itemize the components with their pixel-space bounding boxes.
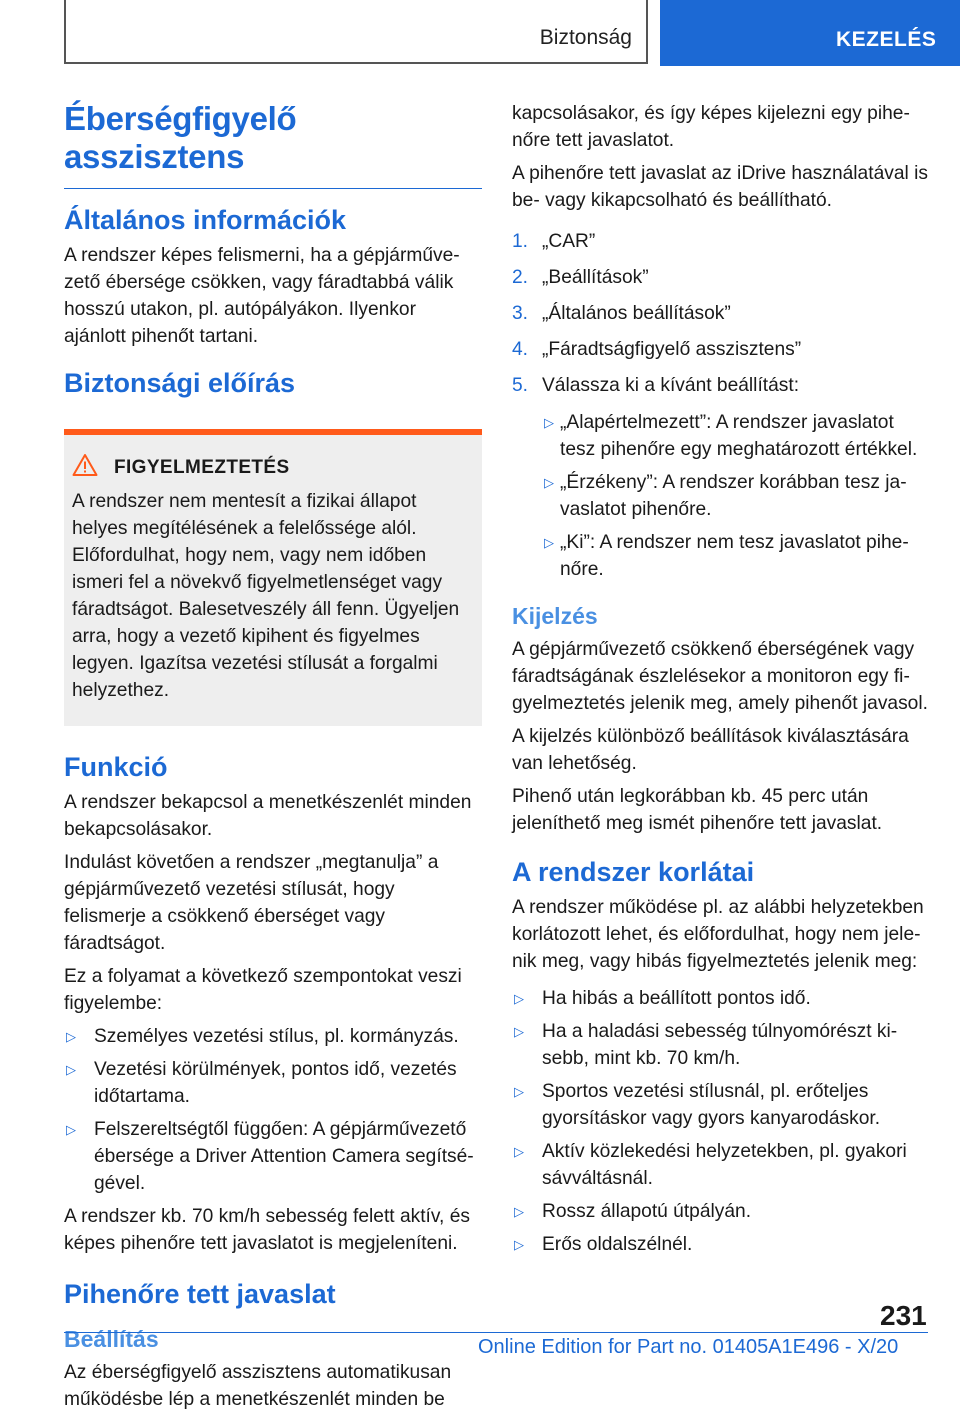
triangle-bullet-icon: ▷ — [544, 535, 554, 550]
list-item: ▷ Vezetési körülmények, pontos idő, vezetés időtartama. — [64, 1056, 482, 1110]
warning-triangle-icon — [72, 453, 98, 482]
settings-text: Az éberségfigyelő asszisztens automatikusan működésbe lép a menetkészenlét minden be — [64, 1362, 452, 1410]
list-item: ▷ Felszereltségtől függően: A gépjárművezető ébersége a Driver Attention Camera segítségével. — [64, 1116, 482, 1197]
triangle-bullet-icon: ▷ — [514, 1237, 524, 1252]
option-item: ▷ „Alapértelmezett”: A rendszer javaslatot tesz pihenőre egy meghatározott értékkel. — [512, 409, 928, 463]
general-heading: Általános információk — [64, 205, 347, 235]
step-item: 3. „Általános beállítások” — [512, 303, 731, 324]
option-item: ▷ „Ki”: A rendszer nem tesz javaslatot pihenőre. — [512, 529, 928, 583]
page-title: Éberségfigyelő asszisztens — [64, 100, 482, 189]
function-paragraph: A rendszer bekapcsol a menetkészenlét minden bekapcsolásakor. — [64, 792, 472, 840]
step5-options — [512, 409, 928, 583]
safety-heading: Biztonsági előírás — [64, 368, 296, 398]
page-number: 231 — [880, 1300, 927, 1331]
function-heading: Funkció — [64, 752, 168, 782]
list-item: ▷ Rossz állapotú útpályán. — [512, 1198, 928, 1225]
list-item: ▷ Ha a haladási sebesség túlnyomórészt kisebb, mint kb. 70 km/h. — [512, 1018, 928, 1072]
function-paragraph: A rendszer kb. 70 km/h sebesség felett aktív, és képes pihenőre tett javaslatot is megjeleníteni. — [64, 1206, 470, 1254]
display-paragraph: A kijelzés különböző beállítások kiválasztására van lehetőség. — [512, 726, 909, 774]
section-title: Biztonság — [539, 26, 632, 49]
triangle-bullet-icon: ▷ — [66, 1062, 76, 1077]
list-item: ▷ Ha hibás a beállított pontos idő. — [512, 985, 928, 1012]
step-item: 5. Válassza ki a kívánt beállítást: ▷ „Alapértelmezett”: A rendszer javaslatot tesz pihenőre egy meghatározott értékkel. ▷ „Érzékeny”: A rendszer korábban tesz javaslatot pihenőre. ▷ „Ki”: A rendszer nem tesz javaslatot pihenőre. — [512, 372, 928, 583]
list-item: ▷ Személyes vezetési stílus, pl. kormányzás. — [64, 1023, 482, 1050]
limits-list — [512, 985, 928, 1258]
right-column — [512, 100, 928, 1264]
option-item: ▷ „Érzékeny”: A rendszer korábban tesz javaslatot pihenőre. — [512, 469, 928, 523]
display-paragraph: Pihenő után legkorábban kb. 45 perc után jeleníthető meg ismét pihenőre tett javaslat. — [512, 786, 883, 834]
footer-divider — [64, 1332, 928, 1333]
function-paragraph: Indulást követően a rendszer „megtanulja” a gépjárművezető vezetési stílusát, hogy felismerje a csökkenő éberséget vagy fáradtságot. — [64, 852, 439, 954]
function-paragraph: Ez a folyamat a következő szempontokat veszi figyelembe: — [64, 966, 462, 1014]
limits-paragraph: A rendszer működése pl. az alábbi helyzetekben korlátozott lehet, és előfordulhat, hogy nem jelenik meg, vagy hibás figyelmeztetés jelenik meg: — [512, 897, 924, 972]
step-item: 2. „Beállítások” — [512, 267, 649, 288]
function-list — [64, 1023, 482, 1197]
header-box — [64, 0, 648, 64]
edition-text: Online Edition for Part no. 01405A1E496 - X/20 — [478, 1336, 899, 1358]
settings-paragraph: A pihenőre tett javaslat az iDrive használatával is be- vagy kikapcsolható és beállítható. — [512, 163, 928, 211]
warning-box — [64, 429, 482, 726]
triangle-bullet-icon: ▷ — [514, 1144, 524, 1159]
triangle-bullet-icon: ▷ — [544, 475, 554, 490]
rest-heading: Pihenőre tett javaslat — [64, 1279, 336, 1309]
triangle-bullet-icon: ▷ — [66, 1029, 76, 1044]
list-item: ▷ Aktív közlekedési helyzetekben, pl. gyakori sávváltásnál. — [512, 1138, 928, 1192]
triangle-bullet-icon: ▷ — [66, 1122, 76, 1137]
list-item: ▷ Sportos vezetési stílusnál, pl. erőteljes gyorsításkor vagy gyors kanyarodáskor. — [512, 1078, 928, 1132]
settings-text-cont: kapcsolásakor, és így képes kijelezni egy pihenőre tett javaslatot. — [512, 103, 910, 151]
step-item: 4. „Fáradtságfigyelő asszisztens” — [512, 339, 802, 360]
settings-steps — [512, 228, 928, 583]
left-column — [64, 100, 482, 1419]
display-paragraph: A gépjárművezető csökkenő éberségének vagy fáradtságának észlelésekor a monitoron egy figyelmeztetés jelenik meg, amely pihenőt javasol. — [512, 639, 928, 714]
settings-heading: Beállítás — [64, 1326, 159, 1352]
display-heading: Kijelzés — [512, 603, 598, 629]
triangle-bullet-icon: ▷ — [514, 991, 524, 1006]
triangle-bullet-icon: ▷ — [514, 1204, 524, 1219]
limits-heading: A rendszer korlátai — [512, 857, 755, 887]
chapter-tab[interactable]: KEZELÉS — [660, 0, 960, 66]
warning-text: A rendszer nem mentesít a fizikai állapot helyes megítélésének a felelőssége alól. Előfordulhat, hogy nem, vagy nem időben ismeri fel a növekvő figyelmetlenséget vagy fáradtságot. Balesetveszély áll fenn. Ügyeljen arra, hogy a vezető kipihent és figyelmes legyen. Igazítsa vezetési stílusát a forgalmi helyzethez. — [72, 491, 460, 701]
step-item: 1. „CAR” — [512, 231, 596, 252]
triangle-bullet-icon: ▷ — [514, 1084, 524, 1099]
triangle-bullet-icon: ▷ — [514, 1024, 524, 1039]
general-text: A rendszer képes felismerni, ha a gépjárművezető ébersége csökken, vagy fáradtabbá válik hosszú utakon, pl. autópályákon. Ilyenkor ajánlott pihenőt tartani. — [64, 245, 460, 347]
triangle-bullet-icon: ▷ — [544, 415, 554, 430]
list-item: ▷ Erős oldalszélnél. — [512, 1231, 928, 1258]
warning-title: FIGYELMEZTETÉS — [114, 456, 290, 478]
